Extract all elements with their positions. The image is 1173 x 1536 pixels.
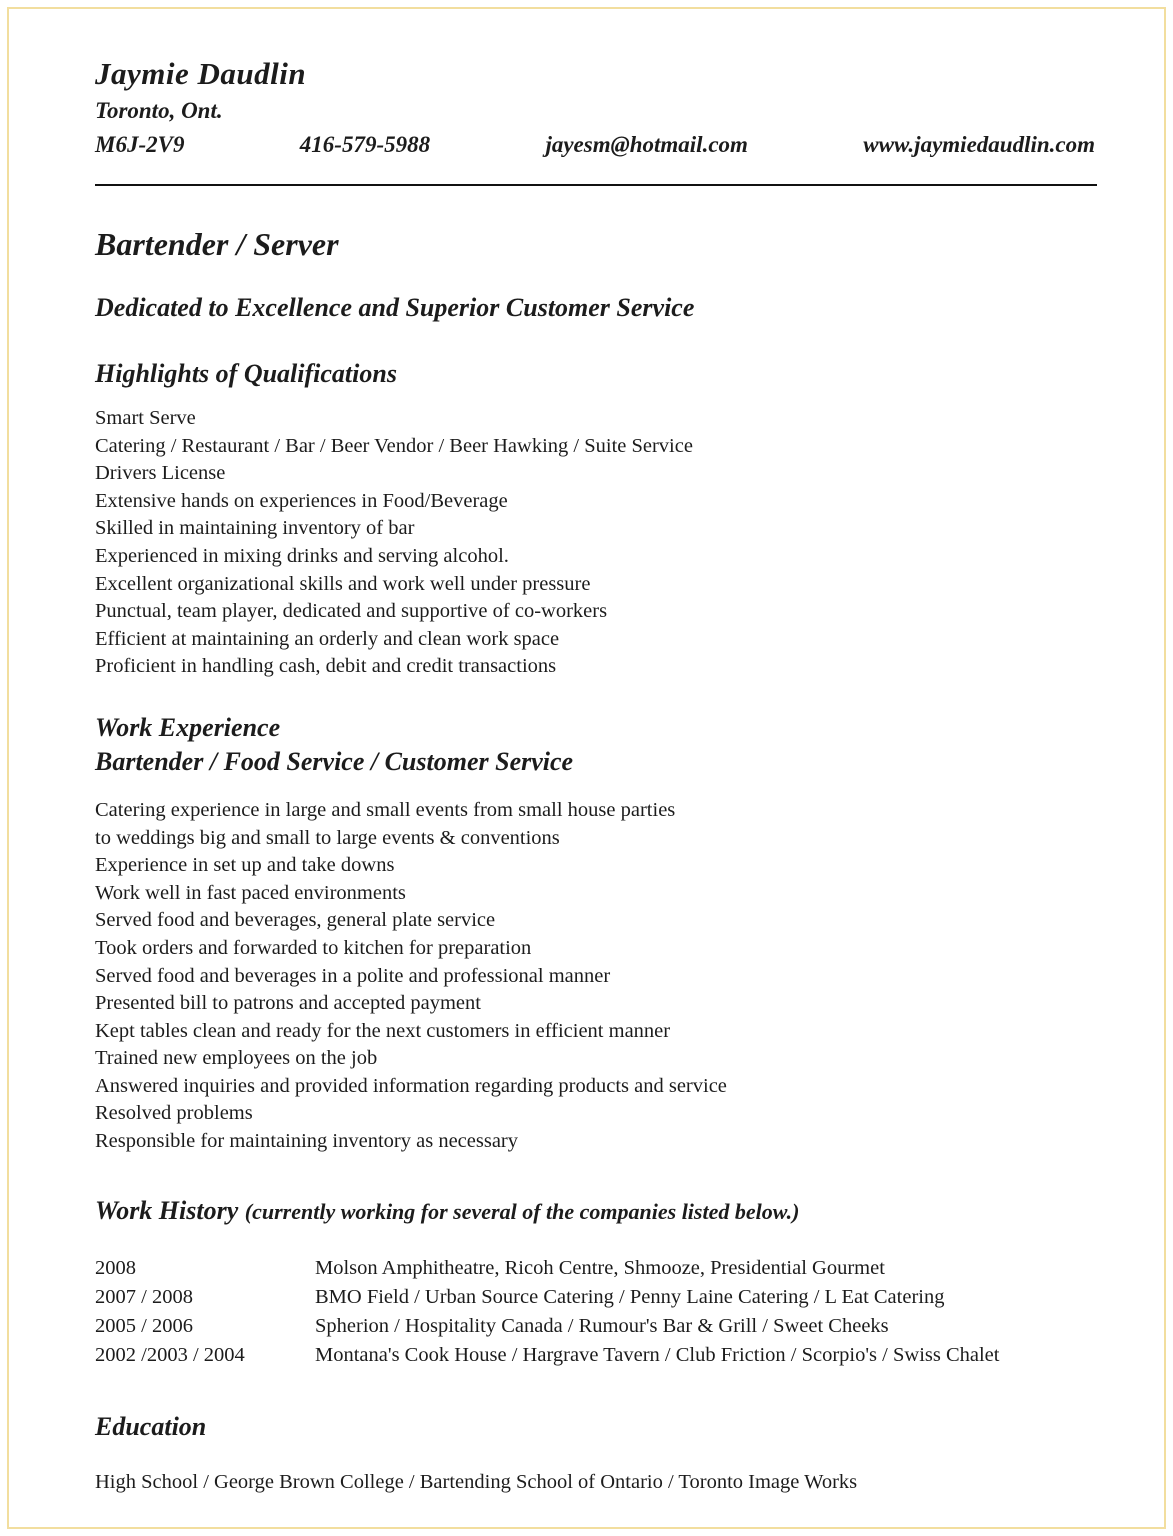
- history-row: [95, 1283, 1093, 1312]
- work-history-heading-label: Work History: [95, 1195, 239, 1225]
- qualifications-heading: Highlights of Qualifications: [95, 359, 397, 388]
- qualification-item: Proficient in handling cash, debit and credit transactions: [95, 655, 557, 678]
- website-url: www.jaymiedaudlin.com: [863, 132, 1095, 157]
- history-companies: Spherion / Hospitality Canada / Rumour's Bar & Grill / Sweet Cheeks: [315, 1314, 889, 1337]
- history-row: [95, 1341, 1093, 1370]
- history-companies: BMO Field / Urban Source Catering / Penny Laine Catering / L Eat Catering: [315, 1285, 945, 1308]
- resume-header: [95, 56, 1093, 186]
- work-history-table: [95, 1254, 1093, 1370]
- work-history-heading: [95, 1196, 1093, 1226]
- experience-item: Catering experience in large and small events from small house parties: [95, 798, 676, 821]
- qualification-item: Punctual, team player, dedicated and supportive of co-workers: [95, 600, 608, 623]
- resume-tagline: Dedicated to Excellence and Superior Customer Service: [95, 293, 695, 322]
- qualification-item: Extensive hands on experiences in Food/Beverage: [95, 489, 508, 512]
- person-name: Jaymie Daudlin: [95, 56, 307, 91]
- qualification-item: Smart Serve: [95, 407, 196, 429]
- resume-title: Bartender / Server: [95, 226, 339, 262]
- contact-row: [95, 132, 1095, 158]
- experience-item: Trained new employees on the job: [95, 1047, 378, 1070]
- qualification-item: Experienced in mixing drinks and serving alcohol.: [95, 544, 509, 567]
- experience-item: Served food and beverages, general plate service: [95, 909, 496, 932]
- qualification-item: Drivers License: [95, 462, 226, 485]
- qualification-item: Excellent organizational skills and work well under pressure: [95, 572, 591, 595]
- person-city: Toronto, Ont.: [95, 98, 223, 123]
- experience-item: Presented bill to patrons and accepted payment: [95, 992, 481, 1015]
- education-text: High School / George Brown College / Bartending School of Ontario / Toronto Image Works: [95, 1470, 858, 1493]
- education-heading: Education: [95, 1411, 207, 1441]
- section-education: [95, 1412, 1093, 1496]
- section-work-history: [95, 1196, 1093, 1370]
- experience-item: Kept tables clean and ready for the next customers in efficient manner: [95, 1019, 671, 1042]
- phone-number: 416-579-5988: [299, 132, 431, 157]
- history-row: [95, 1312, 1093, 1341]
- experience-item: Experience in set up and take downs: [95, 854, 395, 877]
- history-row: [95, 1254, 1093, 1283]
- qualifications-list: [95, 405, 1093, 681]
- postal-code: M6J-2V9: [95, 132, 185, 157]
- experience-item: Served food and beverages in a polite and professional manner: [95, 964, 611, 987]
- history-companies: Montana's Cook House / Hargrave Tavern / Club Friction / Scorpio's / Swiss Chalet: [315, 1343, 1000, 1366]
- history-companies: Molson Amphitheatre, Ricoh Centre, Shmooze, Presidential Gourmet: [315, 1256, 885, 1279]
- experience-item: Responsible for maintaining inventory as necessary: [95, 1130, 518, 1153]
- email-address: jayesm@hotmail.com: [545, 132, 748, 157]
- experience-item: Answered inquiries and provided information regarding products and service: [95, 1074, 727, 1097]
- qualification-item: Catering / Restaurant / Bar / Beer Vendor / Beer Hawking / Suite Service: [95, 434, 693, 457]
- work-history-heading-note: (currently working for several of the companies listed below.): [244, 1198, 800, 1224]
- qualification-item: Skilled in maintaining inventory of bar: [95, 517, 415, 540]
- work-experience-subheading: Bartender / Food Service / Customer Service: [95, 746, 574, 776]
- section-work-experience: [95, 713, 1093, 1156]
- experience-item: Took orders and forwarded to kitchen for preparation: [95, 936, 532, 959]
- history-years: 2007 / 2008: [95, 1285, 193, 1308]
- section-qualifications: [95, 359, 1093, 681]
- work-experience-list: [95, 797, 1093, 1156]
- experience-item: Work well in fast paced environments: [95, 881, 406, 904]
- header-divider: [95, 184, 1097, 186]
- history-years: 2002 /2003 / 2004: [95, 1343, 245, 1366]
- experience-item: to weddings big and small to large events & conventions: [95, 826, 560, 849]
- work-experience-heading: Work Experience: [95, 712, 281, 742]
- qualification-item: Efficient at maintaining an orderly and clean work space: [95, 627, 560, 650]
- history-years: 2008: [95, 1256, 136, 1279]
- experience-item: Resolved problems: [95, 1102, 253, 1125]
- history-years: 2005 / 2006: [95, 1314, 193, 1337]
